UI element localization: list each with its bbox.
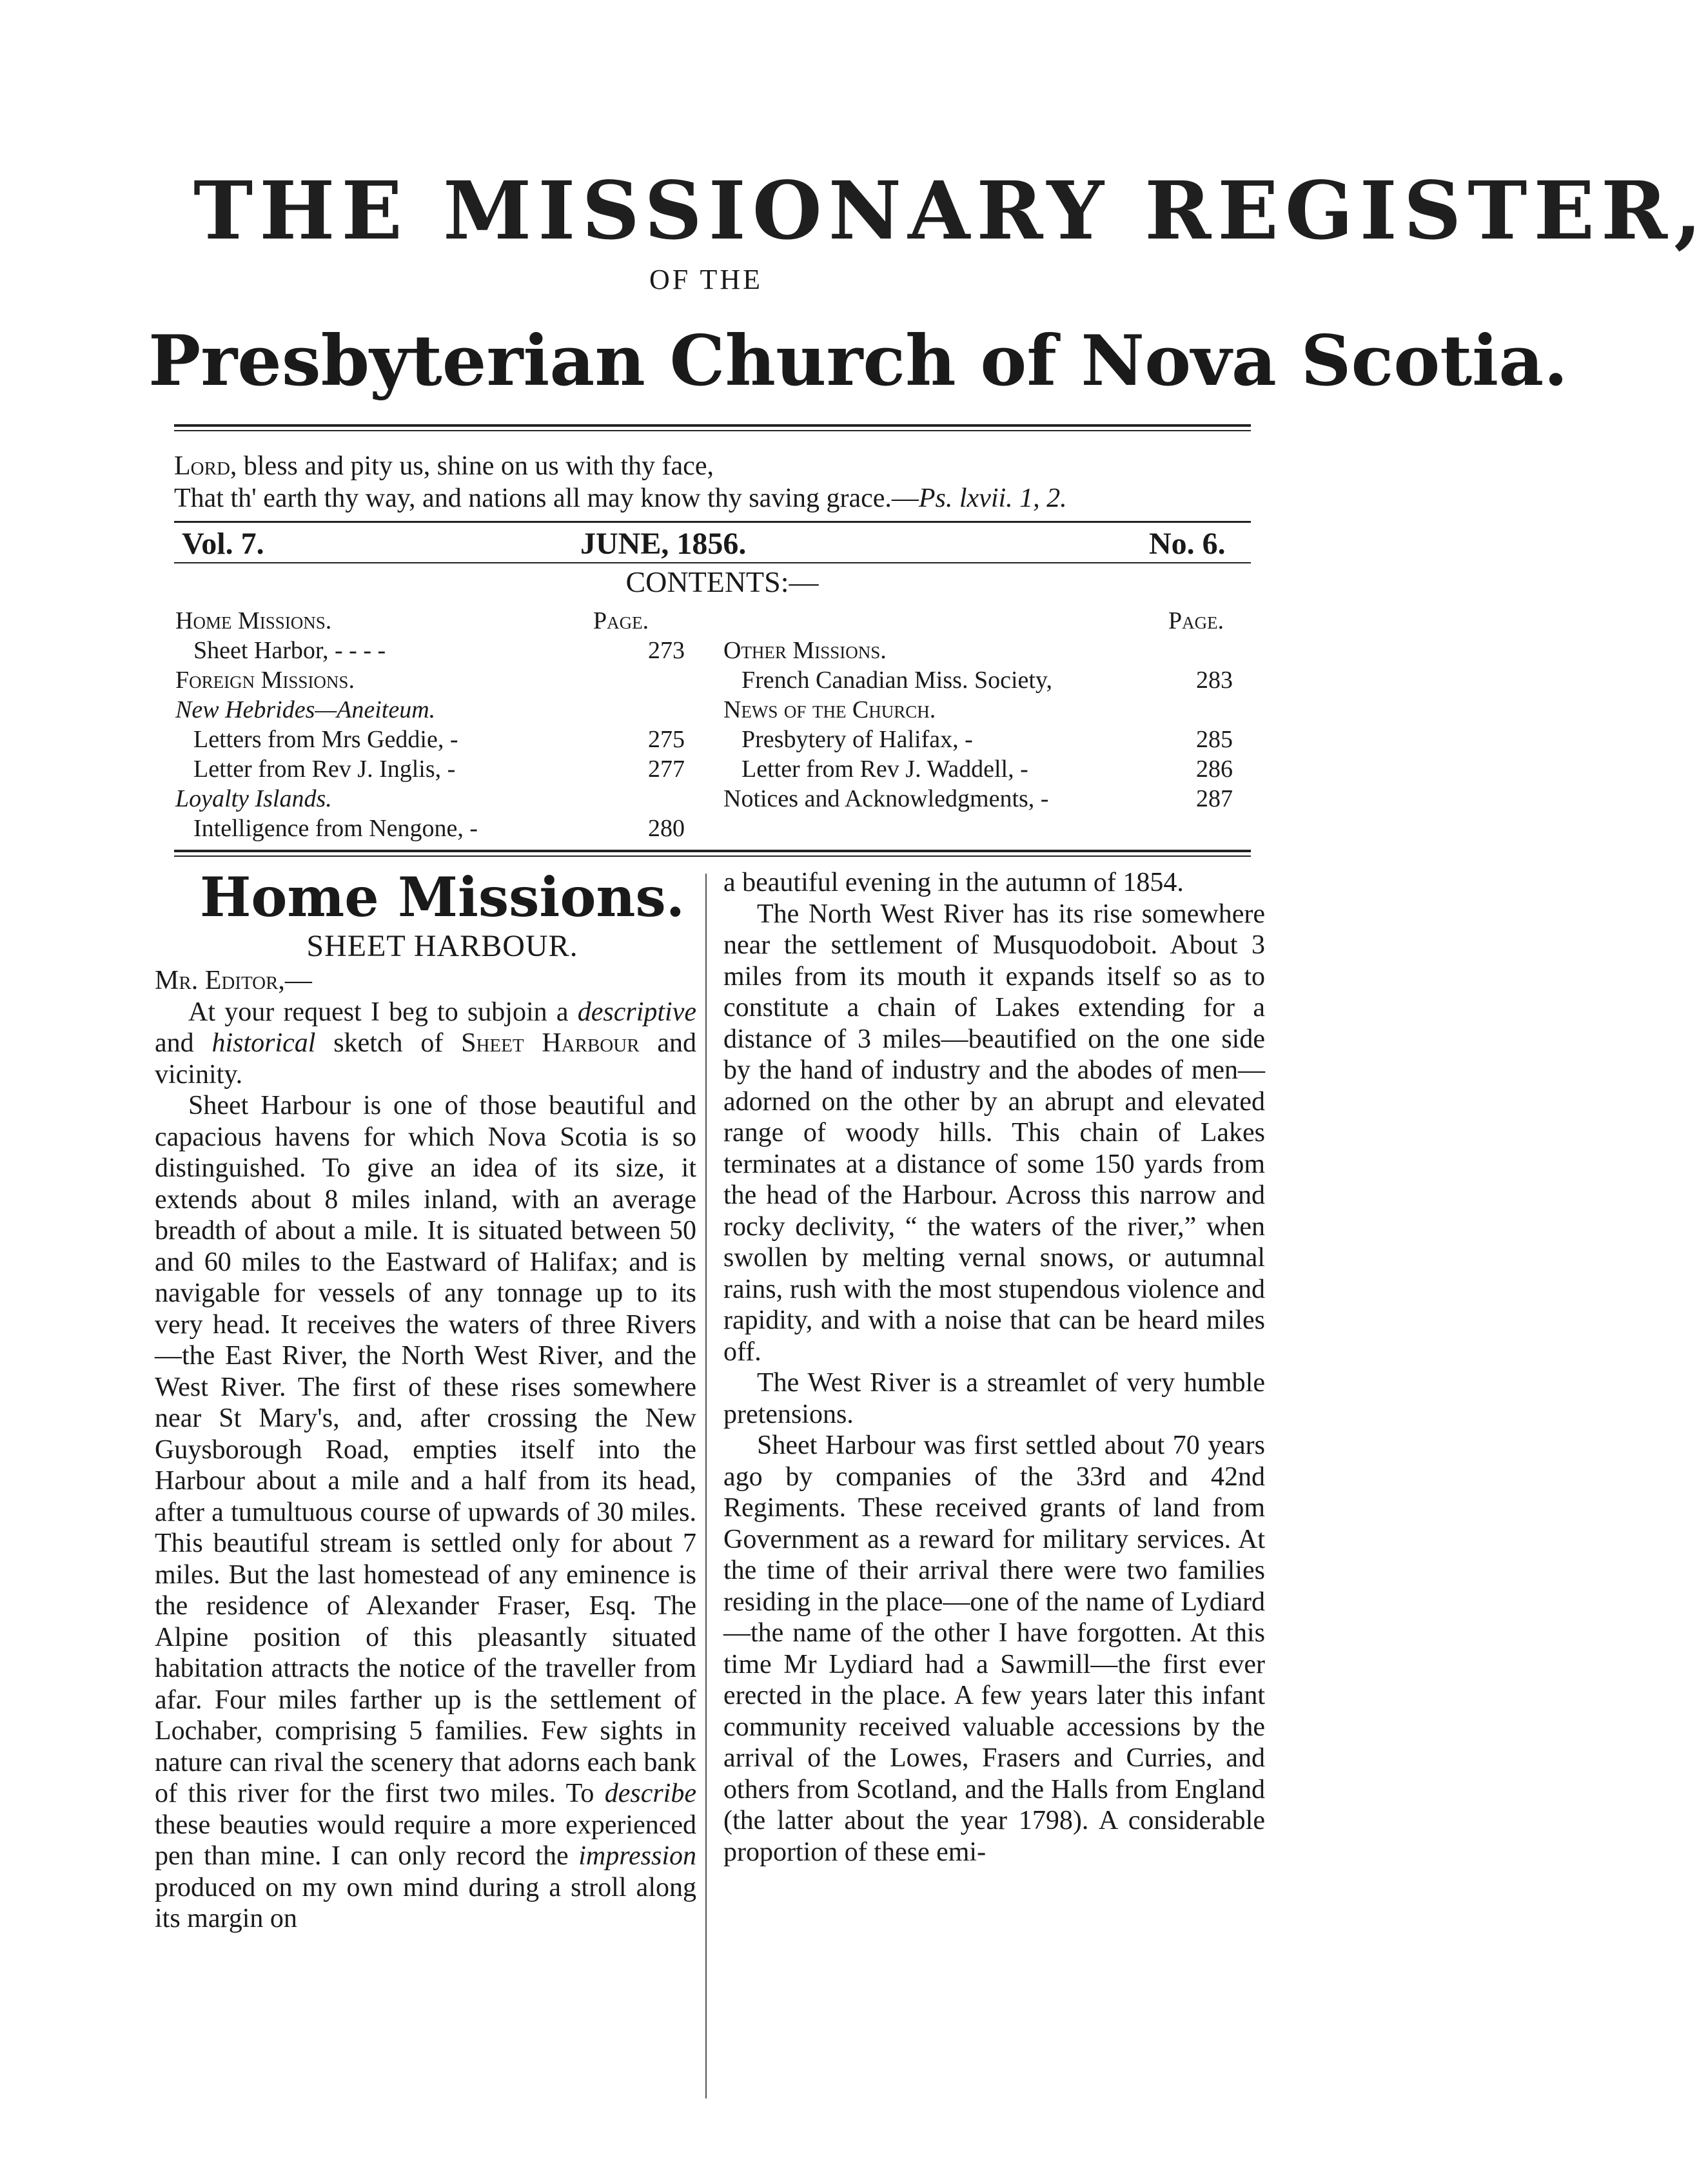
toc-right-page: 286 xyxy=(1196,756,1233,783)
masthead-church: Presbyterian Church of Nova Scotia. xyxy=(148,320,1568,402)
paragraph-continued: a beautiful evening in the autumn of 1854. xyxy=(723,868,1184,897)
paragraph-settlement: Sheet Harbour was first settled about 70 years ago by companies of the 33rd and 42nd Regiments. These received grants of land from Government as a reward for military services. At the time of their arrival there were two families residing in the place—one of the name of Lydiard—the name of the other I have forgotten. At this time Mr Lydiard had a Sawmill—the first ever erected in the place. A few years later this infant community received valuable accessions by the arrival of the Lowes, Frasers and Curries, and others from Scotland, and the Halls from England (the latter about the year 1798). A considerable proportion of these emi- xyxy=(723,1431,1265,1867)
toc-right-entry: French Canadian Miss. Society, xyxy=(741,667,1052,694)
paragraph-north-west-river: The North West River has its rise somewhere near the settlement of Musquodoboit. About 3 miles from its mouth it expands itself so as to constitute a chain of Lakes extending for a distance of 3 miles—beautified on the one side by the hand of industry and the abodes of men—adorned on the other by an abrupt and elevated range of woody hills. This chain of Lakes terminates at a distance of some 150 yards from the head of the Harbour. Across this narrow and rocky declivity, “ the waters of the river,” when swollen by melting vernal snows, or autumnal rains, rush with the most stupendous violence and rapidity, and with a noise that can be heard miles off. xyxy=(723,899,1265,1367)
toc-left-page: 280 xyxy=(648,815,685,842)
motto-line-1 xyxy=(174,450,1270,482)
column-divider xyxy=(705,874,707,2098)
issue-date: JUNE, 1856. xyxy=(580,527,747,561)
masthead-rule-thin xyxy=(174,430,1251,431)
toc-right-entry: Presbytery of Halifax, - xyxy=(741,726,973,753)
toc-left-entry: Loyalty Islands. xyxy=(175,785,332,812)
vol-rule-top xyxy=(174,521,1251,523)
salutation: Mr. Editor,— xyxy=(155,966,312,995)
toc-right-entry: News of the Church. xyxy=(723,696,936,723)
toc-right-page: 287 xyxy=(1196,785,1233,812)
article-subtitle: SHEET HARBOUR. xyxy=(306,929,578,963)
contents-rule-thick xyxy=(174,850,1251,852)
motto-line1-text: bless and pity us, shine on us with thy face, xyxy=(237,451,714,481)
toc-right-page: 283 xyxy=(1196,667,1233,694)
issue-number: No. 6. xyxy=(1149,527,1226,561)
toc-left-entry: Letter from Rev J. Inglis, - xyxy=(193,756,456,783)
masthead-rule-thick xyxy=(174,424,1251,427)
paragraph-intro: At your request I beg to subjoin a descriptive and historical sketch of Sheet Harbour and vicinity. xyxy=(155,997,696,1090)
toc-page-label-right: Page. xyxy=(1168,607,1224,634)
motto-reference: Ps. lxvii. 1, 2. xyxy=(918,484,1067,513)
motto-line-2 xyxy=(174,482,1270,514)
toc-left-entry: Home Missions. xyxy=(175,607,332,634)
volume-label: Vol. 7. xyxy=(182,527,264,561)
toc-right-entry: Notices and Acknowledgments, - xyxy=(723,785,1049,812)
toc-left-page: 275 xyxy=(648,726,685,753)
toc-right-page: 285 xyxy=(1196,726,1233,753)
toc-left-entry: Intelligence from Nengone, - xyxy=(193,815,478,842)
toc-page-label-left: Page. xyxy=(593,607,649,634)
toc-left-page: 277 xyxy=(648,756,685,783)
toc-left-page: 273 xyxy=(648,637,685,664)
contents-rule-thin xyxy=(174,855,1251,857)
motto-lord: Lord, xyxy=(174,451,237,481)
toc-left-entry: Sheet Harbor, - - - - xyxy=(193,637,386,664)
toc-left-entry: Foreign Missions. xyxy=(175,667,355,694)
masthead-title: THE MISSIONARY REGISTER, xyxy=(193,164,1708,258)
vol-rule-bottom xyxy=(174,562,1251,563)
toc-left xyxy=(175,606,704,857)
paragraph-west-river: The West River is a streamlet of very humble pretensions. xyxy=(723,1368,1265,1429)
motto-line2-text: That th' earth thy way, and nations all may know thy saving grace.— xyxy=(174,484,919,513)
contents-heading: CONTENTS:— xyxy=(625,565,819,598)
toc-right xyxy=(723,606,1252,857)
masthead-of-the: OF THE xyxy=(649,264,763,295)
toc-right-entry: Letter from Rev J. Waddell, - xyxy=(741,756,1028,783)
paragraph-description: Sheet Harbour is one of those beautiful and capacious havens for which Nova Scotia is so distinguished. To give an idea of its size, it extends about 8 miles inland, with an average breadth of about a mile. It is situated between 50 and 60 miles to the Eastward of Halifax; and is navigable for vessels of any tonnage up to its very head. It receives the waters of three Rivers—the East River, the North West River, and the West River. The first of these rises somewhere near St Mary's, and, after crossing the New Guysborough Road, empties itself into the Harbour about a mile and a half from its head, after a tumultuous course of upwards of 30 miles. This beautiful stream is settled only for about 7 miles. But the last homestead of any eminence is the residence of Alexander Fraser, Esq. The Alpine position of this pleasantly situated habitation attracts the notice of the traveller from afar. Four miles farther up is the settlement of Lochaber, comprising 5 families. Few sights in nature can rival the scenery that adorns each bank of this river for the first two miles. To describe these beauties would require a more experienced pen than mine. I can only record the impression produced on my own mind during a stroll along its margin on xyxy=(155,1091,696,1933)
toc-left-entry: Letters from Mrs Geddie, - xyxy=(193,726,458,753)
article-column-right xyxy=(723,867,1265,1868)
section-title: Home Missions. xyxy=(200,865,685,929)
toc-left-entry: New Hebrides—Aneiteum. xyxy=(175,696,436,723)
toc-right-entry: Other Missions. xyxy=(723,637,887,664)
article-column-left xyxy=(155,867,696,1935)
